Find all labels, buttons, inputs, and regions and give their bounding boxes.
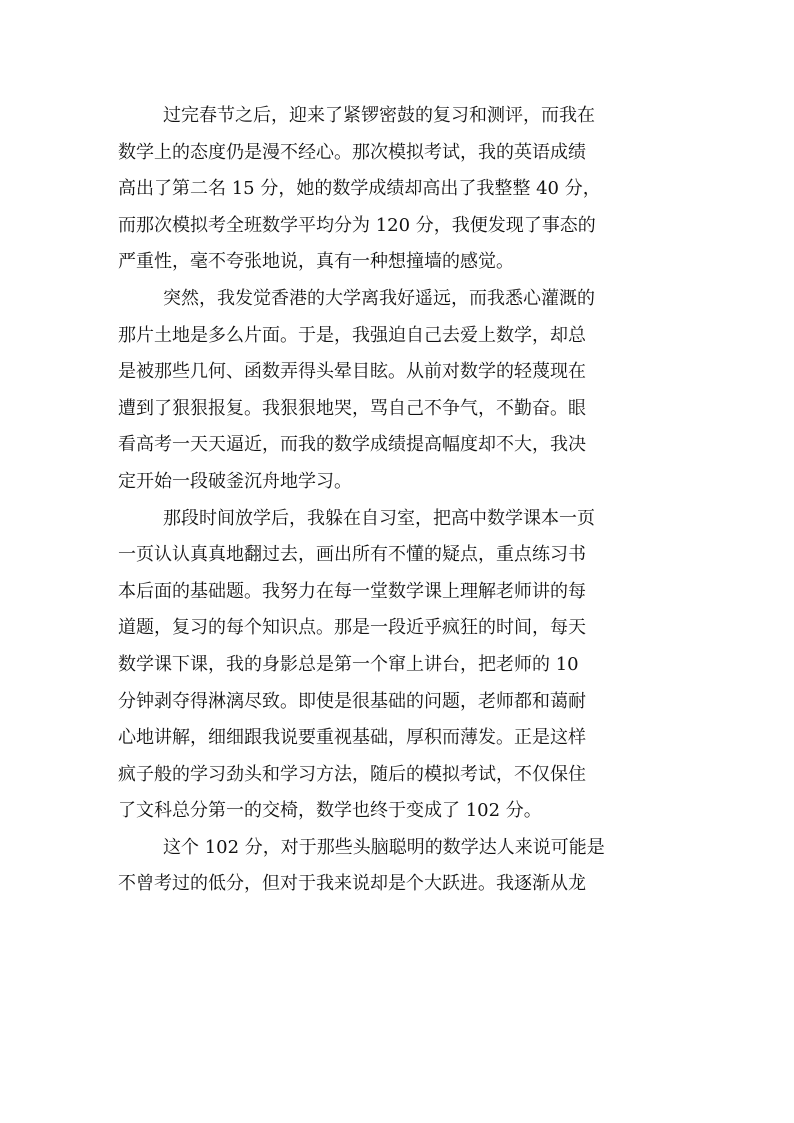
text-line: 突然，我发觉香港的大学离我好遥远，而我悉心灌溉的: [163, 287, 595, 309]
text-line: 遭到了狠狠报复。我狠狠地哭，骂自己不争气，不勤奋。眼: [118, 397, 586, 419]
text-line: 心地讲解，细细跟我说要重视基础，厚积而薄发。正是这样: [118, 727, 586, 749]
text-line: 高出了第二名 15 分，她的数学成绩却高出了我整整 40 分，: [118, 178, 601, 200]
text-line: 那段时间放学后，我躲在自习室，把高中数学课本一页: [163, 507, 595, 529]
text-line: 这个 102 分，对于那些头脑聪明的数学达人来说可能是: [163, 836, 605, 858]
paragraph-1: [118, 98, 683, 281]
text-line: 道题，复习的每个知识点。那是一段近乎疯狂的时间，每天: [118, 617, 586, 639]
paragraph-4: [118, 830, 683, 903]
paragraph-2: [118, 281, 683, 501]
text-line: 是被那些几何、函数弄得头晕目眩。从前对数学的轻蔑现在: [118, 361, 586, 383]
document-body: [118, 98, 683, 903]
text-line: 定开始一段破釜沉舟地学习。: [118, 470, 352, 492]
text-line: 过完春节之后，迎来了紧锣密鼓的复习和测评，而我在: [163, 105, 595, 126]
text-line: 看高考一天天逼近，而我的数学成绩提高幅度却不大，我决: [118, 434, 586, 456]
text-line: 严重性，毫不夸张地说，真有一种想撞墙的感觉。: [118, 251, 514, 273]
text-line: 数学课下课，我的身影总是第一个窜上讲台，把老师的 10: [118, 653, 579, 675]
text-line: 一页认认真真地翻过去，画出所有不懂的疑点，重点练习书: [118, 544, 586, 566]
paragraph-3: [118, 501, 683, 830]
text-line: 数学上的态度仍是漫不经心。那次模拟考试，我的英语成绩: [118, 141, 586, 163]
text-line: 而那次模拟考全班数学平均分为 120 分，我便发现了事态的: [118, 214, 596, 236]
text-line: 疯子般的学习劲头和学习方法，随后的模拟考试，不仅保住: [118, 763, 586, 785]
text-line: 那片土地是多么片面。于是，我强迫自己去爱上数学，却总: [118, 324, 586, 346]
text-line: 分钟剥夺得淋漓尽致。即使是很基础的问题，老师都和蔼耐: [118, 690, 586, 712]
text-line: 本后面的基础题。我努力在每一堂数学课上理解老师讲的每: [118, 580, 586, 602]
text-line: 了文科总分第一的交椅，数学也终于变成了 102 分。: [118, 800, 542, 822]
text-line: 不曾考过的低分，但对于我来说却是个大跃进。我逐渐从龙: [118, 873, 586, 895]
